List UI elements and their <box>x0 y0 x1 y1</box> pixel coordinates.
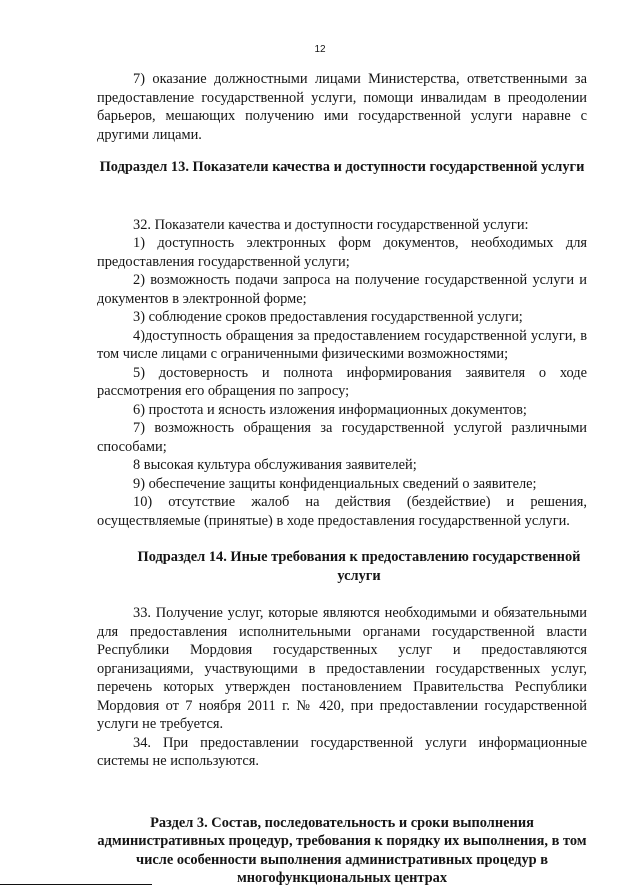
document-body <box>97 70 587 888</box>
paragraph-34: 34. При предоставлении государственной услуги информационные системы не используются. <box>97 734 587 769</box>
subsection-14-heading: Подраздел 14. Иные требования к предоставлению государственной услуги <box>137 549 581 584</box>
list-item: 2) возможность подачи запроса на получение государственной услуги и документов в электронной форме; <box>97 272 587 307</box>
subsection-13-heading: Подраздел 13. Показатели качества и доступности государственной услуги <box>99 159 585 175</box>
subsection-14-list <box>97 604 587 771</box>
list-item: 10) отсутствие жалоб на действия (бездействие) и решения, осуществляемые (принятые) в ходе предоставления государственной услуги. <box>97 494 587 529</box>
list-item: 6) простота и ясность изложения информационных документов; <box>133 401 527 418</box>
footnote-divider <box>0 884 152 885</box>
list-item: 4)доступность обращения за предоставлением государственной услуги, в том числе лицами с ограниченными физическими возможностями; <box>97 327 587 362</box>
list-item: 1) доступность электронных форм документов, необходимых для предоставления государственной услуги; <box>97 235 587 270</box>
paragraph-item-7: 7) оказание должностными лицами Министерства, ответственными за предоставление государственной услуги, помощи инвалидам в преодолении барьеров, мешающих получению ими государственной услуги наравне с другими лицами. <box>97 71 587 143</box>
page-number: 12 <box>314 44 326 55</box>
list-item: 8 высокая культура обслуживания заявителей; <box>133 457 417 473</box>
list-item: 5) достоверность и полнота информирования заявителя о ходе рассмотрения его обращения по запросу; <box>97 364 587 399</box>
subsection-13-list <box>97 216 587 531</box>
paragraph-33: 33. Получение услуг, которые являются необходимыми и обязательными для предоставления исполнительными органами государственной власти Республики Мордовия государственных услуг и предоставляются организациями, участвующими в предоставлении государственных услуг, перечень которых утвержден постановлением Правительства Республики Мордовия от 7 ноября 2011 г. № 420, при предоставлении государственной услуги не требуется. <box>97 605 587 732</box>
section-3-heading: Раздел 3. Состав, последовательность и сроки выполнения административных процедур, требования к порядку их выполнения, в том числе особенности выполнения административных процедур в многофункциональных центрах <box>97 814 587 886</box>
list-item: 3) соблюдение сроков предоставления государственной услуги; <box>133 309 523 325</box>
paragraph-32: 32. Показатели качества и доступности государственной услуги: <box>133 216 529 233</box>
list-item: 9) обеспечение защиты конфиденциальных сведений о заявителе; <box>133 475 537 492</box>
list-item: 7) возможность обращения за государственной услугой различными способами; <box>97 420 587 455</box>
